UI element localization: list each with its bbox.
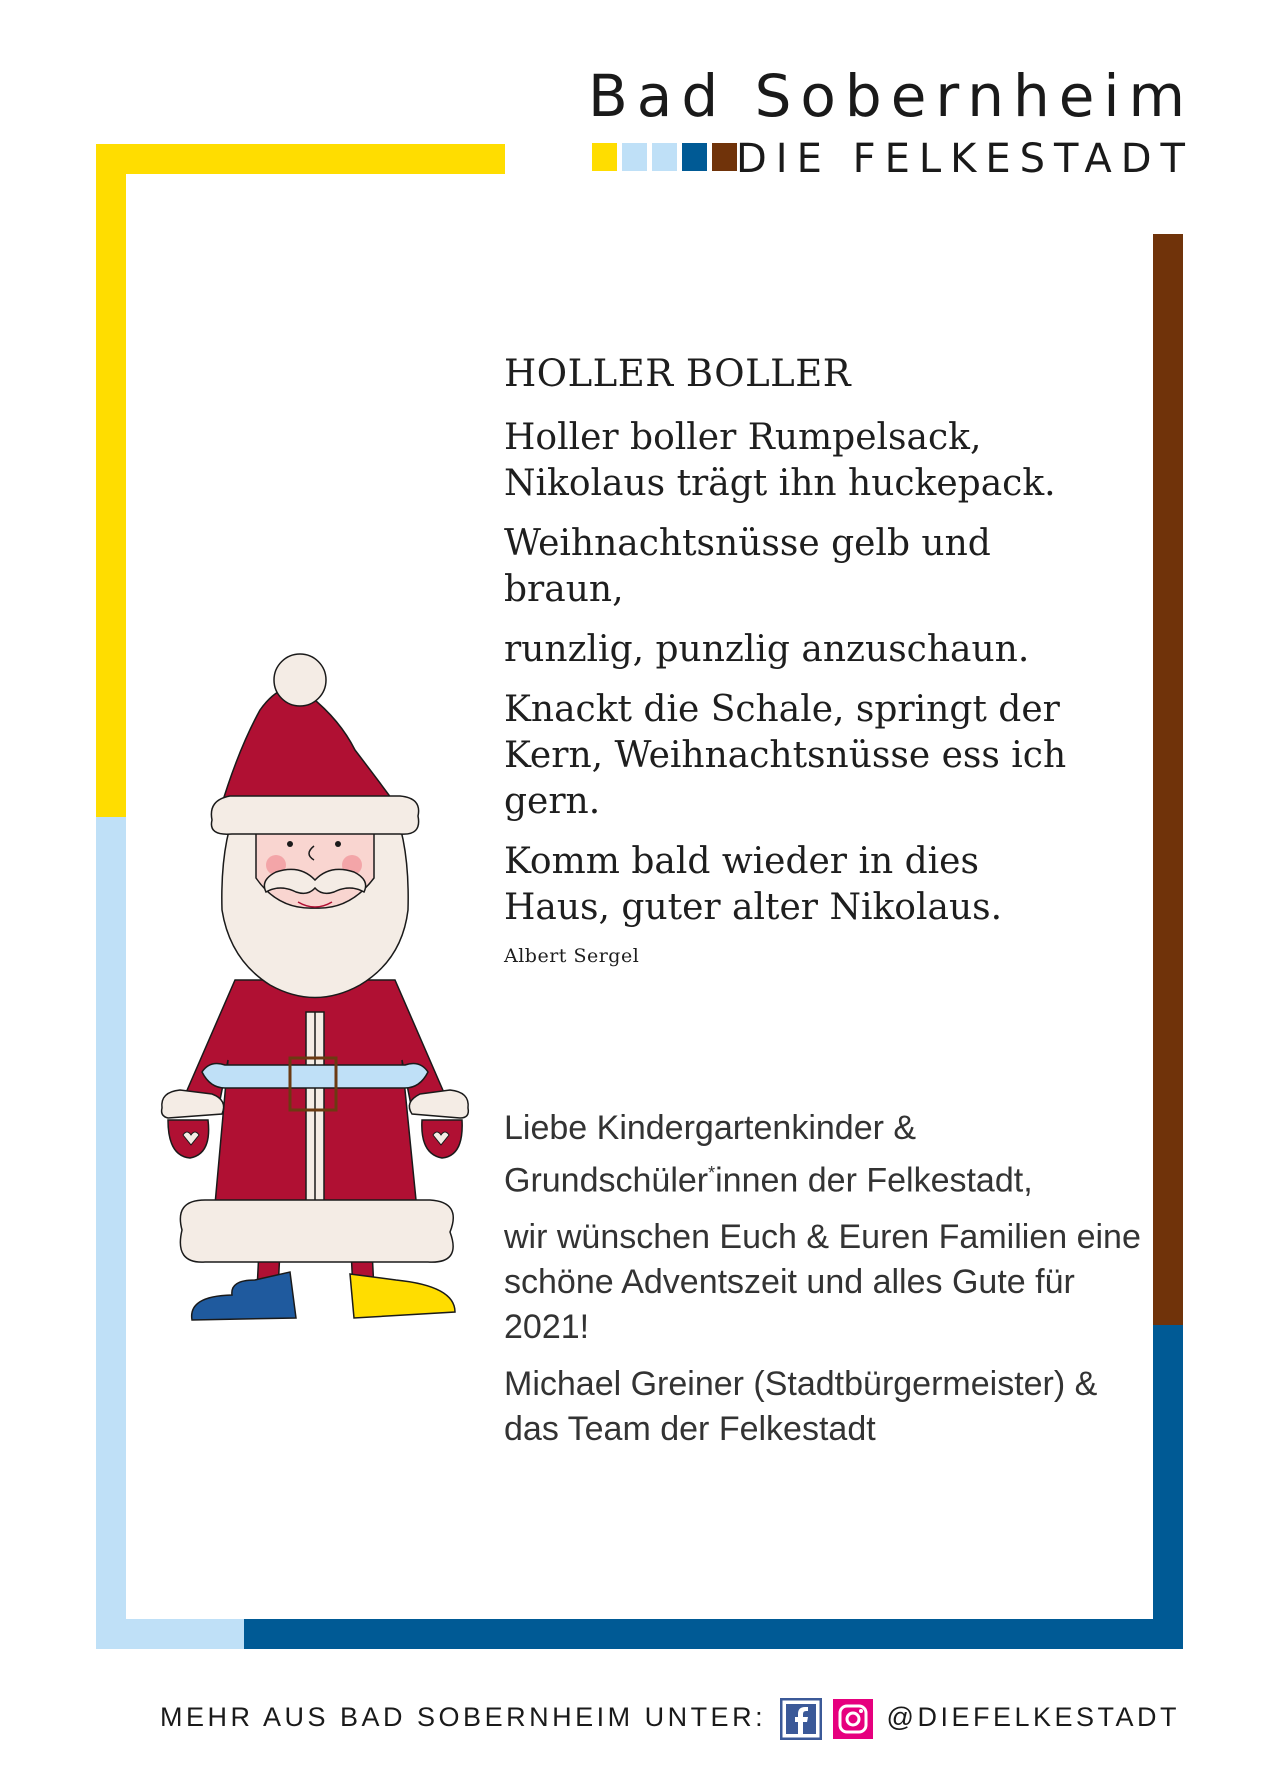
frame-bottom-dark-blue bbox=[244, 1619, 1183, 1649]
brand-swatch-light-blue-2 bbox=[652, 143, 677, 171]
brand-swatch-light-blue bbox=[622, 143, 647, 171]
santa-illustration bbox=[150, 640, 480, 1330]
footer bbox=[160, 1698, 1180, 1744]
frame-bottom-light-blue bbox=[96, 1619, 244, 1649]
poem-stanza: Knackt die Schale, springt der Kern, Weihnachtsnüsse ess ich gern. bbox=[504, 689, 1067, 822]
brand-swatch-dark-blue bbox=[682, 143, 707, 171]
poem-stanza: Holler boller Rumpelsack, Nikolaus trägt ihn huckepack. bbox=[504, 417, 1056, 504]
poem-stanza: Weihnachtsnüsse gelb und braun, bbox=[504, 523, 991, 610]
greeting-salutation bbox=[504, 1106, 1164, 1203]
footer-text: MEHR AUS BAD SOBERNHEIM UNTER: bbox=[160, 1702, 767, 1732]
poem-title: HOLLER BOLLER bbox=[504, 352, 852, 395]
greeting-wishes: wir wünschen Euch & Euren Familien eine schöne Adventszeit und alles Gute für 2021! bbox=[504, 1218, 1141, 1347]
greeting-line-2a: Grundschüler bbox=[504, 1161, 709, 1200]
poem bbox=[504, 352, 1144, 967]
facebook-icon[interactable] bbox=[780, 1698, 822, 1740]
social-handle[interactable]: @DIEFELKESTADT bbox=[886, 1702, 1180, 1732]
brand-swatch-brown bbox=[712, 143, 737, 171]
poem-stanza: Komm bald wieder in dies Haus, guter alter Nikolaus. bbox=[504, 841, 1003, 928]
brand-subtitle: DIE FELKESTADT bbox=[736, 136, 1194, 182]
instagram-icon[interactable] bbox=[832, 1698, 874, 1740]
brand-swatch-yellow bbox=[592, 143, 617, 171]
brand-title: Bad Sobernheim bbox=[588, 62, 1195, 130]
poem-stanza: runzlig, punzlig anzuschaun. bbox=[504, 629, 1030, 670]
gender-star: * bbox=[708, 1163, 716, 1183]
frame-left-light-blue bbox=[96, 817, 126, 1649]
greeting bbox=[504, 1106, 1164, 1464]
greeting-line-2b: innen der Felkestadt, bbox=[715, 1161, 1033, 1200]
frame-top-yellow bbox=[96, 144, 505, 174]
greeting-signature: Michael Greiner (Stadtbürgermeister) & das Team der Felkestadt bbox=[504, 1365, 1098, 1449]
greeting-line-1: Liebe Kindergartenkinder & bbox=[504, 1109, 917, 1147]
frame-left-yellow bbox=[96, 144, 126, 817]
poem-author: Albert Sergel bbox=[504, 945, 640, 967]
